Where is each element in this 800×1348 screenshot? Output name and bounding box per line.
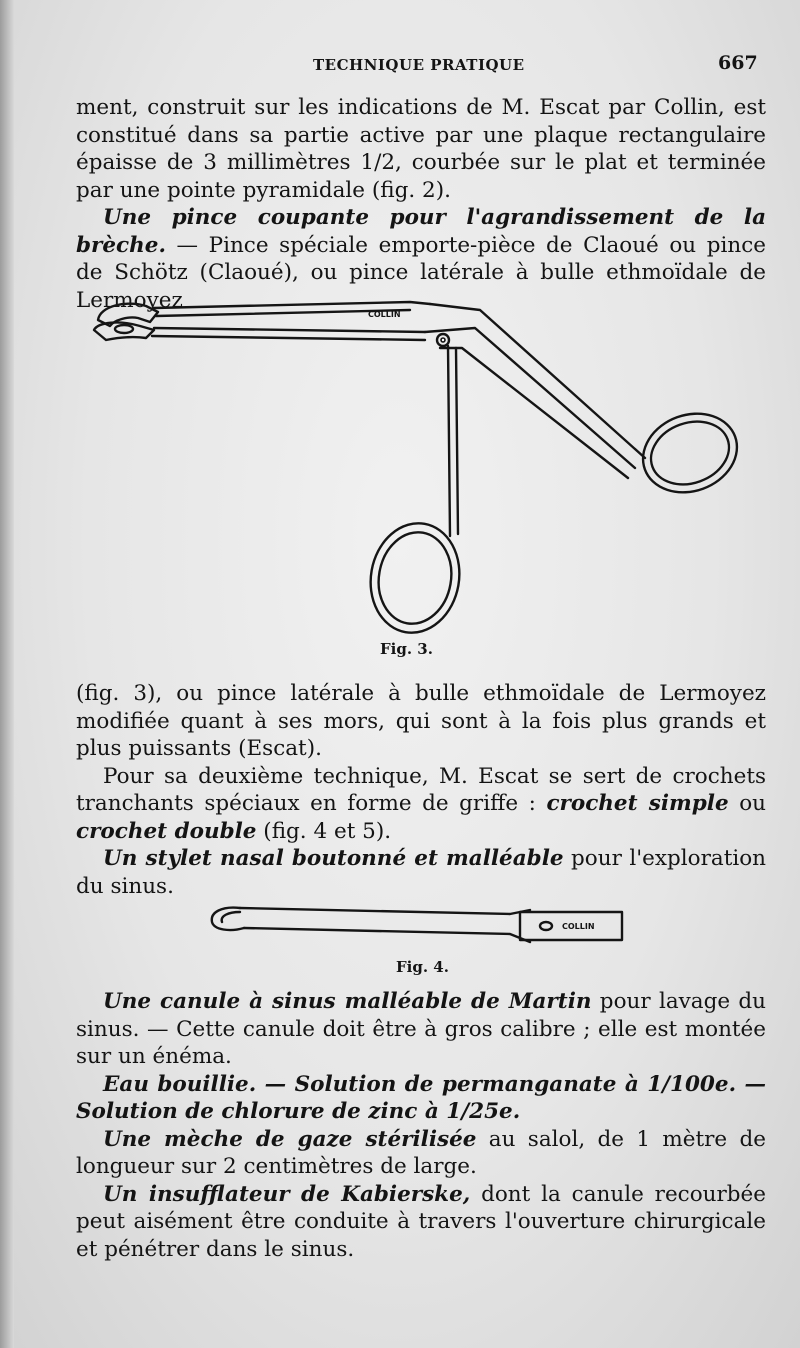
item-title-stylet: Un stylet nasal boutonné et malléable bbox=[103, 846, 564, 871]
item-title-insufflateur: Un insufflateur de Kabierske, bbox=[103, 1181, 471, 1207]
item-title-pince: Une pince coupante pour l'agrandissement de la brèche. bbox=[76, 205, 766, 258]
thumb-ring-upper bbox=[632, 401, 748, 505]
paragraph-pince-coupante: Une pince coupante pour l'agrandissement de la brèche. — Pince spéciale emporte-pièce de Claoué ou pince de Schötz (Claoué), ou pince latérale à bulle ethmoïdale de Lermoyez bbox=[76, 205, 766, 313]
engraving-label-fig4: COLLIN bbox=[562, 922, 595, 931]
paragraph-lermoyez: (fig. 3), ou pince latérale à bulle ethmoïdale de Lermoyez modifiée quant à ses mors, qui sont à la fois plus grands et plus puissants (Escat). bbox=[76, 681, 766, 761]
paragraph-canule: Une canule à sinus malléable de Martin pour lavage du sinus. — Cette canule doit être à gros calibre ; elle est montée sur un énéma. bbox=[76, 989, 766, 1069]
item-title-canule: Une canule à sinus malléable de Martin bbox=[103, 989, 592, 1014]
paragraph-insufflateur: Un insufflateur de Kabierske, dont la canule recourbée peut aisément être conduite à travers l'ouverture chirurgicale et pénétrer dans le sinus. bbox=[76, 1181, 766, 1262]
page-edge-shadow bbox=[0, 0, 14, 1348]
term-crochet-double: crochet double bbox=[76, 818, 257, 844]
paragraph-plaque: ment, construit sur les indications de M. Escat par Collin, est constitué dans sa partie active par une plaque rectangulaire épaisse de 3 millimètres 1/2, courbée sur le plat et terminée par une pointe pyramidale (fig. 2). bbox=[76, 95, 766, 203]
page-number: 667 bbox=[718, 52, 758, 74]
figure-3-forceps bbox=[80, 288, 760, 643]
text-block-top bbox=[76, 94, 766, 314]
term-crochet-simple: crochet simple bbox=[546, 791, 729, 816]
item-title-solutions: Eau bouillie. — Solution de permanganate à 1/100e. — Solution de chlorure de zinc à 1/25e. bbox=[76, 1071, 766, 1124]
figure-3-caption: Fig. 3. bbox=[380, 640, 433, 658]
running-title: TECHNIQUE PRATIQUE bbox=[313, 56, 525, 74]
figure-4-stylet bbox=[200, 898, 640, 958]
paragraph-crochets: Pour sa deuxième technique, M. Escat se sert de crochets tranchants spéciaux en forme de griffe : crochet simple ou crochet double (fig. 4 et 5). bbox=[76, 763, 766, 844]
running-head bbox=[0, 50, 800, 80]
text-block-bottom bbox=[76, 988, 766, 1263]
text-block-middle bbox=[76, 680, 766, 900]
item-title-meche: Une mèche de gaze stérilisée bbox=[103, 1126, 477, 1152]
paragraph-solutions bbox=[76, 1071, 766, 1126]
engraving-label: COLLIN bbox=[368, 310, 401, 319]
jaw-cup bbox=[115, 325, 133, 333]
paragraph-stylet: Un stylet nasal boutonné et malléable pour l'exploration du sinus. bbox=[76, 846, 766, 899]
paragraph-meche: Une mèche de gaze stérilisée au salol, de 1 mètre de longueur sur 2 centimètres de large. bbox=[76, 1126, 766, 1179]
figure-4-caption: Fig. 4. bbox=[396, 958, 449, 976]
